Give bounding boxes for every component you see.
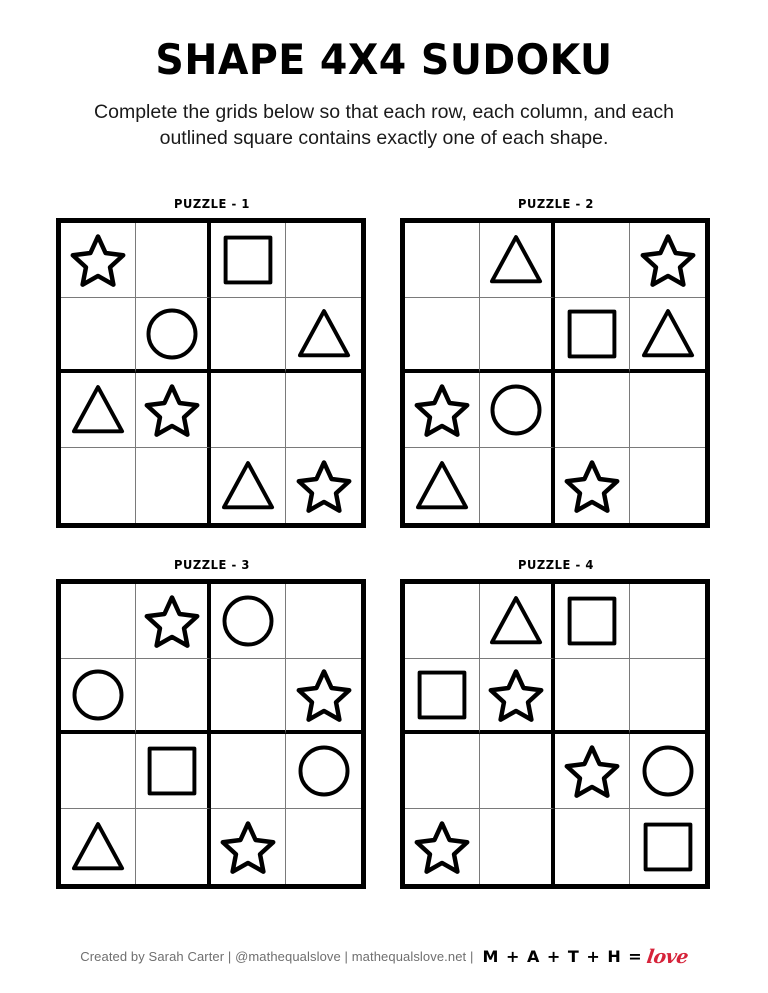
puzzle-1 [56,196,368,528]
cell-r4c4[interactable] [286,448,361,523]
cell-r3c4[interactable] [286,373,361,448]
cell-r4c1[interactable] [405,448,480,523]
square-icon [414,667,470,723]
puzzle-3-grid[interactable] [56,579,366,889]
cell-r1c1[interactable] [405,584,480,659]
triangle-icon [70,382,126,438]
cell-r3c3[interactable] [555,734,630,809]
instructions-text: Complete the grids below so that each row, each column, and each outlined square contains exactly one of each shape. [94,101,674,150]
cell-r2c4[interactable] [630,298,705,373]
cell-r1c2[interactable] [136,584,211,659]
cell-r3c4[interactable] [630,373,705,448]
cell-r3c3[interactable] [211,373,286,448]
puzzle-area [0,196,768,889]
cell-r3c2[interactable] [136,734,211,809]
cell-r4c3[interactable] [555,809,630,884]
cell-r3c1[interactable] [61,373,136,448]
puzzle-3 [56,557,368,889]
cell-r1c4[interactable] [630,223,705,298]
cell-r2c2[interactable] [480,659,555,734]
cell-r2c1[interactable] [61,659,136,734]
cell-r3c4[interactable] [286,734,361,809]
star-icon [564,743,620,799]
cell-r3c1[interactable] [405,734,480,809]
cell-r3c2[interactable] [480,373,555,448]
circle-icon [144,306,200,362]
triangle-icon [296,306,352,362]
cell-r3c1[interactable] [405,373,480,448]
circle-icon [640,743,696,799]
star-icon [70,232,126,288]
cell-r1c3[interactable] [555,223,630,298]
square-icon [564,306,620,362]
triangle-icon [488,593,544,649]
cell-r3c3[interactable] [555,373,630,448]
star-icon [640,232,696,288]
triangle-icon [640,306,696,362]
cell-r4c1[interactable] [405,809,480,884]
mathequalslove-logo [482,945,690,968]
triangle-icon [70,819,126,875]
cell-r4c2[interactable] [480,809,555,884]
square-icon [144,743,200,799]
puzzle-1-grid[interactable] [56,218,366,528]
square-icon [564,593,620,649]
cell-r3c3[interactable] [211,734,286,809]
cell-r4c4[interactable] [286,809,361,884]
footer-credit: Created by Sarah Carter | @mathequalslove | mathequalslove.net | [80,948,474,964]
logo-math-text: M + A + T + H = [482,946,643,966]
cell-r4c4[interactable] [630,809,705,884]
cell-r2c3[interactable] [555,659,630,734]
puzzle-3-label: PUZZLE - 3 [174,557,250,572]
cell-r1c4[interactable] [286,584,361,659]
puzzle-4 [400,557,712,889]
star-icon [564,458,620,514]
cell-r1c4[interactable] [630,584,705,659]
puzzle-row-top [0,196,768,528]
cell-r4c3[interactable] [555,448,630,523]
triangle-icon [488,232,544,288]
cell-r4c2[interactable] [136,809,211,884]
star-icon [488,667,544,723]
cell-r4c1[interactable] [61,809,136,884]
page-title: SHAPE 4X4 SUDOKU [155,35,613,84]
cell-r2c3[interactable] [555,298,630,373]
star-icon [414,382,470,438]
circle-icon [70,667,126,723]
cell-r1c2[interactable] [136,223,211,298]
footer [0,945,768,967]
page-header [0,0,768,152]
cell-r1c1[interactable] [61,584,136,659]
cell-r2c2[interactable] [480,298,555,373]
cell-r4c2[interactable] [480,448,555,523]
puzzle-2-grid[interactable] [400,218,710,528]
cell-r1c1[interactable] [405,223,480,298]
circle-icon [220,593,276,649]
puzzle-2-label: PUZZLE - 2 [518,196,594,211]
cell-r3c2[interactable] [136,373,211,448]
star-icon [414,819,470,875]
star-icon [144,593,200,649]
puzzle-1-label: PUZZLE - 1 [174,196,250,211]
cell-r2c3[interactable] [211,659,286,734]
cell-r2c4[interactable] [630,659,705,734]
cell-r4c3[interactable] [211,448,286,523]
cell-r1c3[interactable] [211,584,286,659]
cell-r4c4[interactable] [630,448,705,523]
cell-r4c1[interactable] [61,448,136,523]
cell-r1c3[interactable] [555,584,630,659]
cell-r2c1[interactable] [405,298,480,373]
cell-r3c2[interactable] [480,734,555,809]
circle-icon [488,382,544,438]
star-icon [144,382,200,438]
logo-love-text: love [645,946,690,968]
cell-r1c2[interactable] [480,584,555,659]
cell-r1c1[interactable] [61,223,136,298]
cell-r2c3[interactable] [211,298,286,373]
puzzle-row-bottom [0,557,768,889]
triangle-icon [414,458,470,514]
puzzle-2 [400,196,712,528]
cell-r1c2[interactable] [480,223,555,298]
triangle-icon [220,458,276,514]
puzzle-4-grid[interactable] [400,579,710,889]
cell-r2c4[interactable] [286,659,361,734]
cell-r1c4[interactable] [286,223,361,298]
cell-r3c1[interactable] [61,734,136,809]
cell-r4c2[interactable] [136,448,211,523]
square-icon [220,232,276,288]
cell-r2c1[interactable] [405,659,480,734]
circle-icon [296,743,352,799]
cell-r2c4[interactable] [286,298,361,373]
cell-r2c2[interactable] [136,659,211,734]
cell-r2c2[interactable] [136,298,211,373]
star-icon [220,819,276,875]
cell-r3c4[interactable] [630,734,705,809]
star-icon [296,458,352,514]
square-icon [640,819,696,875]
star-icon [296,667,352,723]
puzzle-4-label: PUZZLE - 4 [518,557,594,572]
cell-r1c3[interactable] [211,223,286,298]
cell-r2c1[interactable] [61,298,136,373]
cell-r4c3[interactable] [211,809,286,884]
